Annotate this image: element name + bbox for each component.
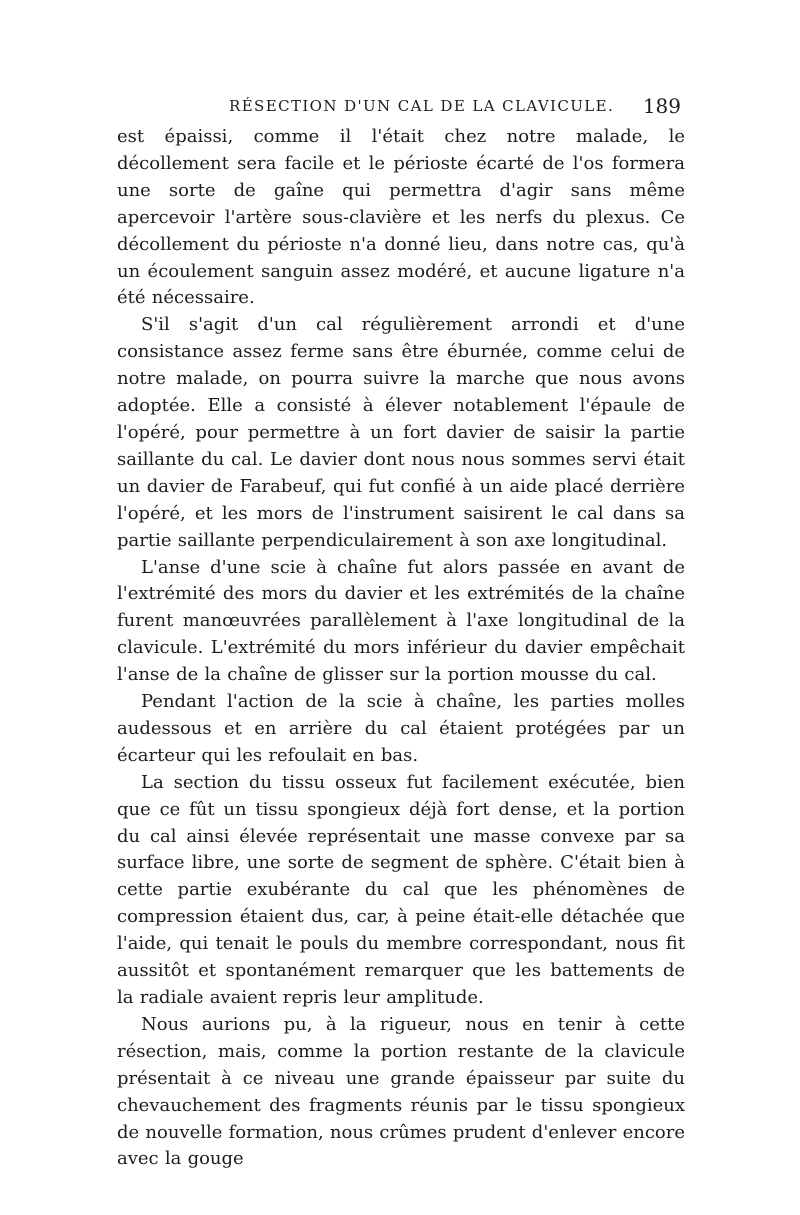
book-page [117, 94, 685, 1173]
paragraph-resection: Nous aurions pu, à la rigueur, nous en tenir à cette résection, mais, comme la portion restante de la clavicule présentait à ce niveau une grande épaisseur par suite du chevauchement des fragments réunis par le tissu spongieux de nouvelle formation, nous crûmes prudent d'enlever encore avec la gouge [117, 1013, 685, 1170]
page-number: 189 [642, 94, 681, 118]
paragraph-continuation: est épaissi, comme il l'était chez notre malade, le décollement sera facile et le périoste écarté de l'os formera une sorte de gaîne qui permettra d'agir sans même apercevoir l'artère sous-clavière et les nerfs du plexus. Ce décollement du périoste n'a donné lieu, dans notre cas, qu'à un écoulement sanguin assez modéré, et aucune ligature n'a été nécessaire. [117, 126, 685, 309]
paragraph-parties-molles: Pendant l'action de la scie à chaîne, les parties molles audessous et en arrière du cal étaient protégées par un écarteur qui les refoulait en bas. [117, 691, 685, 766]
paragraph-cal-arrondi: S'il s'agit d'un cal régulièrement arrondi et d'une consistance assez ferme sans être éburnée, comme celui de notre malade, on pourra suivre la marche que nous avons adoptée. Elle a consisté à élever notablement l'épaule de l'opéré, pour permettre à un fort davier de saisir la partie saillante du cal. Le davier dont nous nous sommes servi était un davier de Farabeuf, qui fut confié à un aide placé derrière l'opéré, et les mors de l'instrument saisirent le cal dans sa partie saillante perpendiculairement à son axe longitudinal. [117, 314, 685, 551]
running-header [117, 94, 685, 124]
running-title: RÉSECTION D'UN CAL DE LA CLAVICULE. [229, 97, 615, 115]
paragraph-section-tissu-osseux: La section du tissu osseux fut facilement exécutée, bien que ce fût un tissu spongieux déjà fort dense, et la portion du cal ainsi élevée représentait une masse convexe par sa surface libre, une sorte de segment de sphère. C'était bien à cette partie exubérante du cal que les phénomènes de compression étaient dus, car, à peine était-elle détachée que l'aide, qui tenait le pouls du membre correspondant, nous fit aussitôt et spontanément remarquer que les battements de la radiale avaient repris leur amplitude. [117, 771, 685, 1008]
body-text [117, 124, 685, 1173]
paragraph-scie-a-chaine: L'anse d'une scie à chaîne fut alors passée en avant de l'extrémité des mors du davier et les extrémités de la chaîne furent manœuvrées parallèlement à l'axe longitudinal de la clavicule. L'extrémité du mors inférieur du davier empêchait l'anse de la chaîne de glisser sur la portion mousse du cal. [117, 556, 685, 686]
